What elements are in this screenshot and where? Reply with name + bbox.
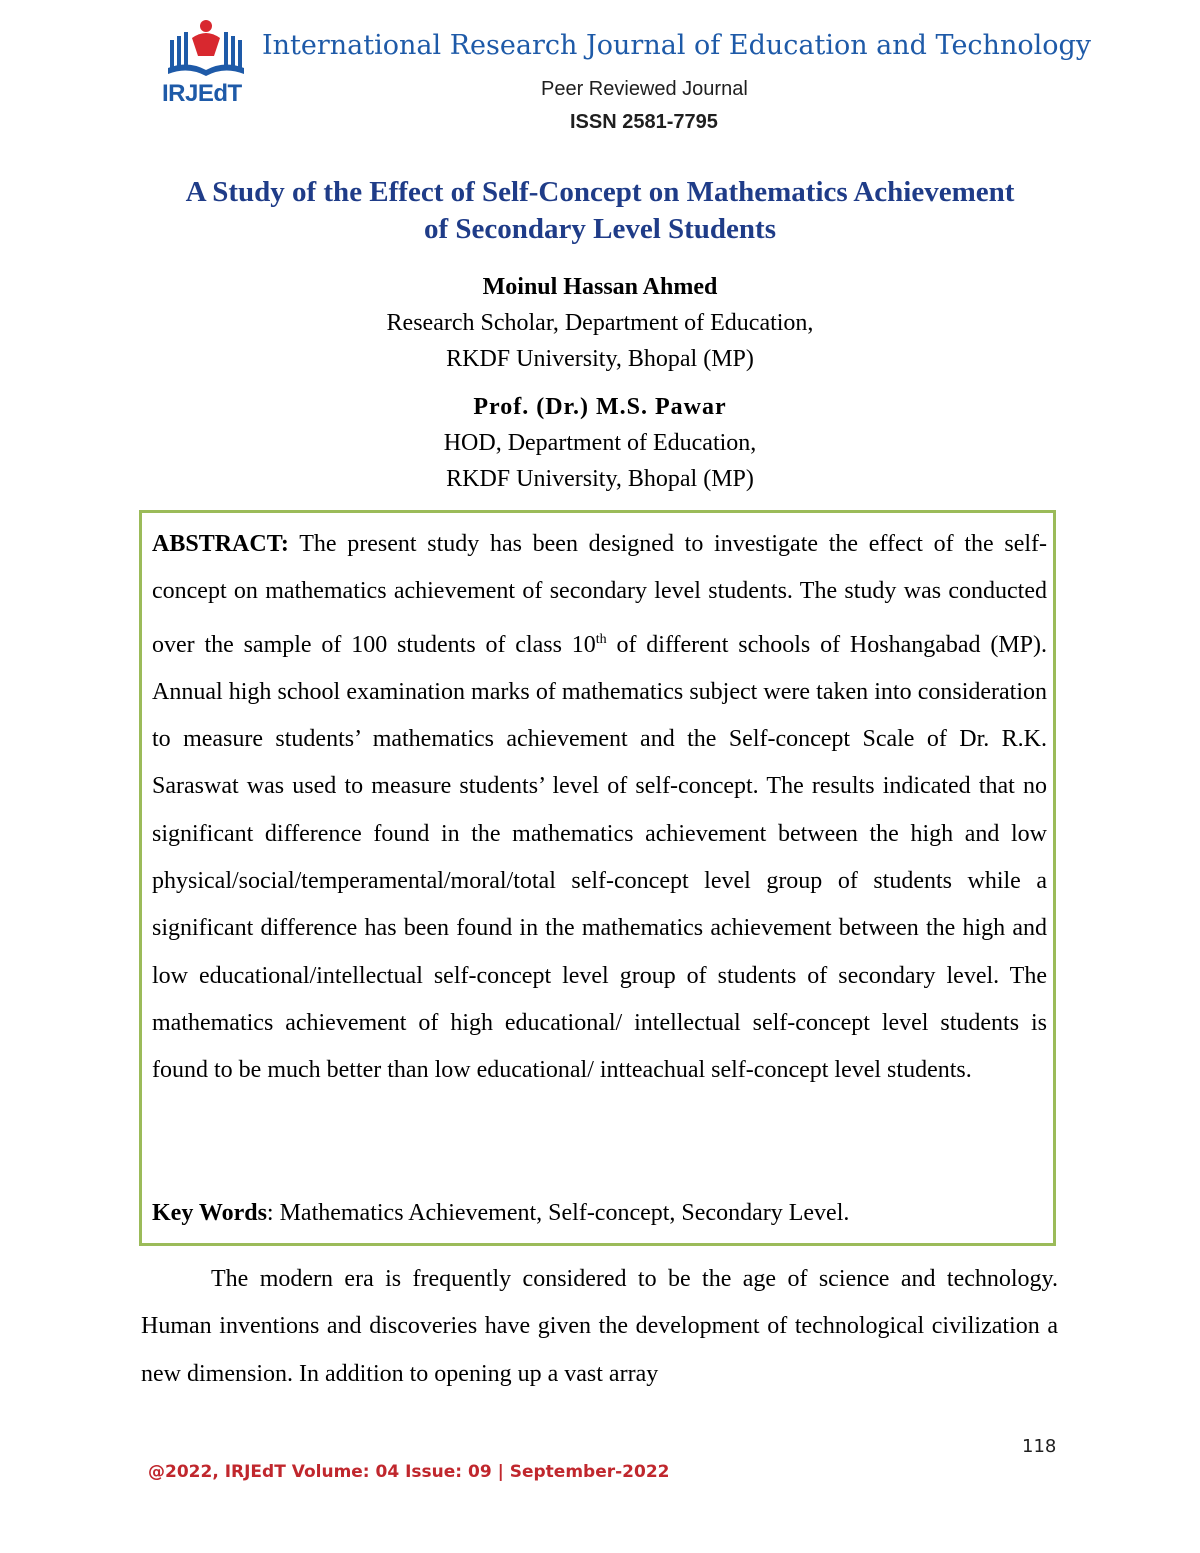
keywords-line: [152, 1198, 1047, 1228]
page-number: 118: [1022, 1436, 1057, 1457]
footer-citation: @2022, IRJEdT Volume: 04 Issue: 09 | September-2022: [148, 1462, 670, 1482]
author-1-name: Moinul Hassan Ahmed: [482, 274, 718, 300]
keywords-label: Key Words: [152, 1200, 267, 1226]
paper-title-line-2: of Secondary Level Students: [423, 213, 777, 245]
logo-text: IRJEdT: [162, 80, 242, 107]
peer-reviewed-label: Peer Reviewed Journal: [541, 78, 748, 100]
abstract-label: ABSTRACT:: [152, 531, 289, 557]
author-2-affiliation-2: RKDF University, Bhopal (MP): [446, 466, 754, 492]
paper-title: [100, 174, 1100, 248]
author-1-affiliation-1: Research Scholar, Department of Education,: [386, 310, 814, 336]
journal-title: International Research Journal of Education and Technology: [262, 30, 1092, 61]
paper-title-line-1: A Study of the Effect of Self-Concept on Mathematics Achievement: [185, 176, 1015, 208]
issn-label: ISSN 2581-7795: [570, 111, 718, 133]
abstract-text-part-1: The present study has been designed to investigate the effect of the self-concept on mathematics achievement of secondary level students. The study was conducted over the sample of 100 students of class 10: [152, 531, 1047, 658]
abstract-text-part-2: of different schools of Hoshangabad (MP). Annual high school examination marks of mathematics subject were taken into consideration to measure students’ mathematics achievement and the Self-concept Scale of Dr. R.K. Saraswat was used to measure students’ level of self-concept. The results indicated that no significant difference found in the mathematics achievement between the high and low physical/social/temperamental/moral/total self-concept level group of students while a significant difference has been found in the mathematics achievement between the high and low educational/intellectual self-concept level group of students of secondary level. The mathematics achievement of high educational/ intellectual self-concept level students is found to be much better than low educational/ intteachual self-concept level students.: [152, 631, 1048, 1084]
logo-book-icon: [162, 18, 258, 80]
journal-logo: [162, 18, 258, 108]
abstract-superscript: th: [595, 631, 607, 647]
author-2-name: Prof. (Dr.) M.S. Pawar: [473, 394, 727, 420]
author-1-affiliation-2: RKDF University, Bhopal (MP): [446, 346, 754, 372]
keywords-text: : Mathematics Achievement, Self-concept, Secondary Level.: [266, 1200, 850, 1226]
abstract-paragraph: [152, 521, 1047, 1095]
body-paragraph-1: The modern era is frequently considered to be the age of science and technology. Human inventions and discoveries have given the development of technological civilization a new dimension. In addition to opening up a vast array: [141, 1266, 1058, 1387]
author-2-affiliation-1: HOD, Department of Education,: [443, 430, 757, 456]
